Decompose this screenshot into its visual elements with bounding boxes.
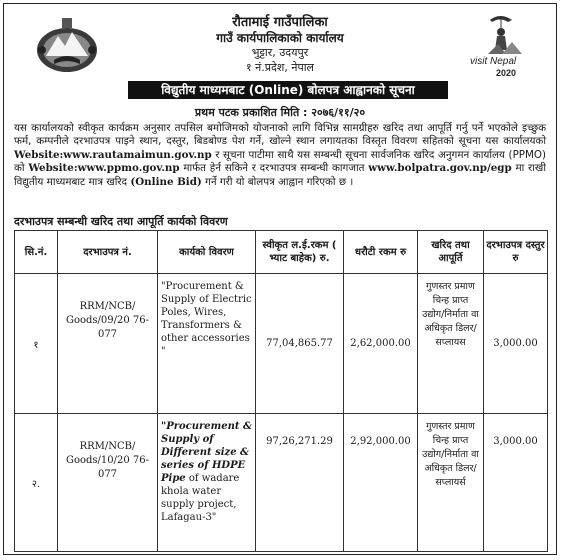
visit-nepal-logo <box>460 14 538 80</box>
table-row <box>15 414 548 552</box>
body-part2: र सूचना पाटीमा साथै यस सम्बन्धी सूचना सार्वजनिक खरिद अनुगमन कार्यालय (PPMO) को <box>14 148 546 175</box>
cell-bid-no: RRM/NCB/ Goods/09/20 76-077 <box>58 274 158 414</box>
publication-date: प्रथम पटक प्रकाशित मिति : २०७६/११/२० <box>194 106 366 119</box>
cell-work: "Procurement & Supply of Electric Poles, Wires, Transformers & other accessories " <box>158 274 256 414</box>
cell-estimate: 97,26,271.29 <box>256 414 344 552</box>
col-header-work: कार्यको विवरण <box>158 231 256 274</box>
cell-fee: 3,000.00 <box>484 274 548 414</box>
notice-frame <box>3 3 557 555</box>
visit-logo-text: visit Nepal <box>470 56 517 67</box>
cell-deposit: 2,92,000.00 <box>344 414 418 552</box>
col-header-sn: सि.नं. <box>15 231 58 274</box>
bid-table <box>14 230 548 552</box>
cell-deposit: 2,62,000.00 <box>344 274 418 414</box>
table-row <box>15 274 548 414</box>
website-link-bolpatra[interactable]: www.bolpatra.gov.np/egp <box>368 162 512 175</box>
body-part5: गर्ने गरी यो बोलपत्र आह्वान गरिएको छ । <box>201 175 354 188</box>
col-header-deposit: धरौटी रकम रु <box>344 231 418 274</box>
body-part1: यस कार्यालयको स्वीकृत कार्यक्रम अनुसार तपसिल बमोजिमको योजनाको लागि विभिन्न सामग्रीहरु खरिद तथा आपूर्ति गर्नु पर्ने भएकोले इच्छुक फर्म, कम्पनीले दरभाउपत्र पाइने स्थान, दस्तुर, बिडबोण्ड पेश गर्ने, खोल्ने स्थान लगायतका विस्तृत विवरण सहितको सूचना यस कार्यालयको <box>14 122 546 148</box>
cell-bid-no: RRM/NCB/ Goods/10/20 76-077 <box>58 414 158 552</box>
office-address-line1: भुट्टार, उदयपुर <box>251 46 309 59</box>
work-project: of wadare khola water supply project, Lafagau-3" <box>161 473 240 523</box>
cell-condition: गुणस्तर प्रमाण चिन्ह प्राप्त उद्योग/निर्माता वा अधिकृत डिलर/सप्लायर्स <box>418 414 484 552</box>
col-header-fee: दरभाउपत्र दस्तुर रु <box>484 231 548 274</box>
cell-fee: 3,000.00 <box>484 414 548 552</box>
office-name: रौतामाई गाउँपालिका <box>232 15 328 30</box>
body-part3: मार्फत हेर्न सकिने र दरभाउपत्र सम्बन्धी कागजात <box>179 162 369 175</box>
table-header-row <box>15 231 548 274</box>
office-address-line2: १ नं.प्रदेश, नेपाल <box>245 61 315 74</box>
col-header-estimate: स्वीकृत ल.ई.रकम ( भ्याट बाहेक) रु. <box>256 231 344 274</box>
cell-sn: २. <box>15 414 58 552</box>
website-link-ppmo[interactable]: Website:www.ppmo.gov.np <box>28 162 180 175</box>
office-subtitle: गाउँ कार्यपालिकाको कार्यालय <box>216 31 344 45</box>
online-bid-label: (Online Bid) <box>130 175 202 188</box>
notice-title: विद्युतीय माध्यमबाट (Online) बोलपत्र आह्वानको सूचना <box>128 81 448 99</box>
body-part4: मा राखी विद्युतीय माध्यमबाट मात्र खरिद <box>14 162 546 188</box>
cell-sn: १ <box>15 274 58 414</box>
col-header-condition: खरिद तथा आपूर्ति <box>418 231 484 274</box>
cell-estimate: 77,04,865.77 <box>256 274 344 414</box>
visit-logo-year: 2020 <box>496 68 517 78</box>
notice-body <box>14 122 546 189</box>
cell-condition: गुणस्तर प्रमाण चिन्ह प्राप्त उद्योग/निर्माता वा अधिकृत डिलर/सप्लायस <box>418 274 484 414</box>
table-heading: दरभाउपत्र सम्बन्धी खरिद तथा आपूर्ति कार्यको विवरण <box>14 215 228 228</box>
website-link-rautamai[interactable]: Website:www.rautamaimun.gov.np <box>14 148 212 161</box>
work-title: "Procurement & Supply of Different size & series of HDPE Pipe <box>161 421 253 484</box>
col-header-bid-no: दरभाउपत्र नं. <box>58 231 158 274</box>
cell-work <box>158 414 256 552</box>
